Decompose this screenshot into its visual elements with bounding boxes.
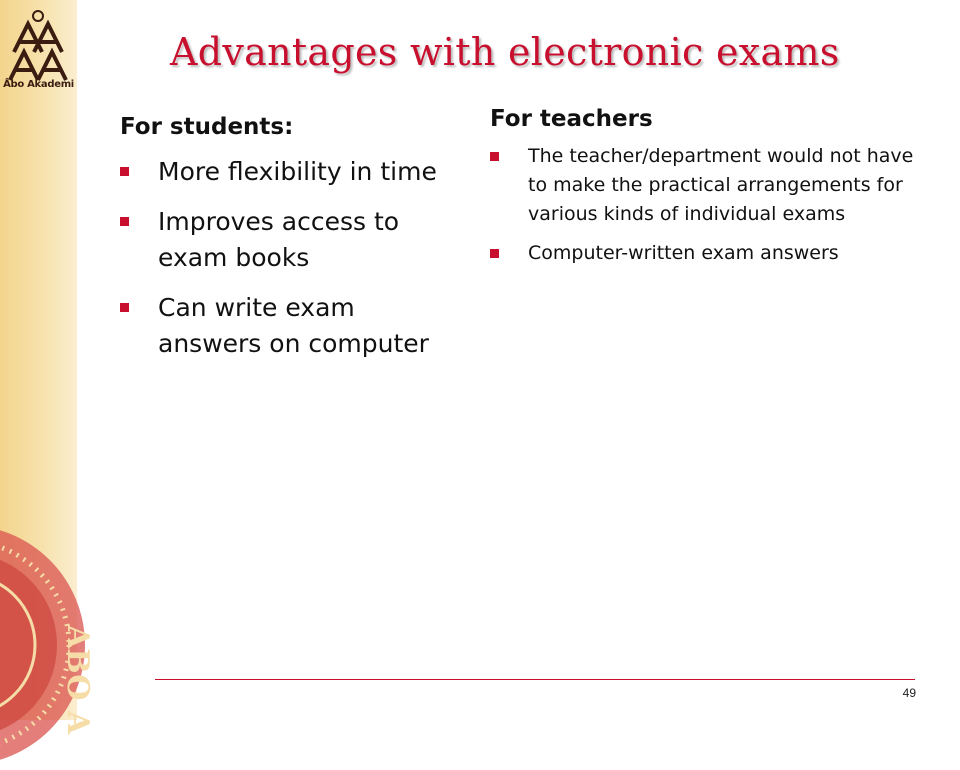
list-item xyxy=(120,290,465,362)
students-list xyxy=(120,154,465,362)
teachers-list xyxy=(490,142,920,268)
square-bullet-icon xyxy=(490,152,499,161)
footer-divider xyxy=(155,679,915,680)
slide-title: Advantages with electronic exams xyxy=(170,30,840,74)
teachers-column xyxy=(490,106,920,268)
university-seal-icon xyxy=(0,520,95,770)
list-item xyxy=(490,239,920,268)
list-item-text: The teacher/department would not have to make the practical arrangements for various kinds of individual exams xyxy=(528,145,914,225)
square-bullet-icon xyxy=(120,167,129,176)
page-number: 49 xyxy=(902,686,916,700)
seal-text: ABO A xyxy=(60,625,95,735)
logo-text: Åbo Akademi xyxy=(3,79,74,90)
list-item-text: Can write exam answers on computer xyxy=(158,293,429,358)
list-item xyxy=(120,204,465,276)
students-column xyxy=(120,114,465,362)
list-item-text: Improves access to exam books xyxy=(158,207,400,272)
square-bullet-icon xyxy=(120,217,129,226)
list-item xyxy=(490,142,920,229)
list-item-text: Computer-written exam answers xyxy=(528,242,839,264)
square-bullet-icon xyxy=(120,303,129,312)
students-heading: For students: xyxy=(120,114,294,140)
square-bullet-icon xyxy=(490,249,499,258)
list-item-text: More flexibility in time xyxy=(158,157,437,186)
list-item xyxy=(120,154,465,190)
teachers-heading: For teachers xyxy=(490,106,653,132)
side-band xyxy=(0,0,95,735)
